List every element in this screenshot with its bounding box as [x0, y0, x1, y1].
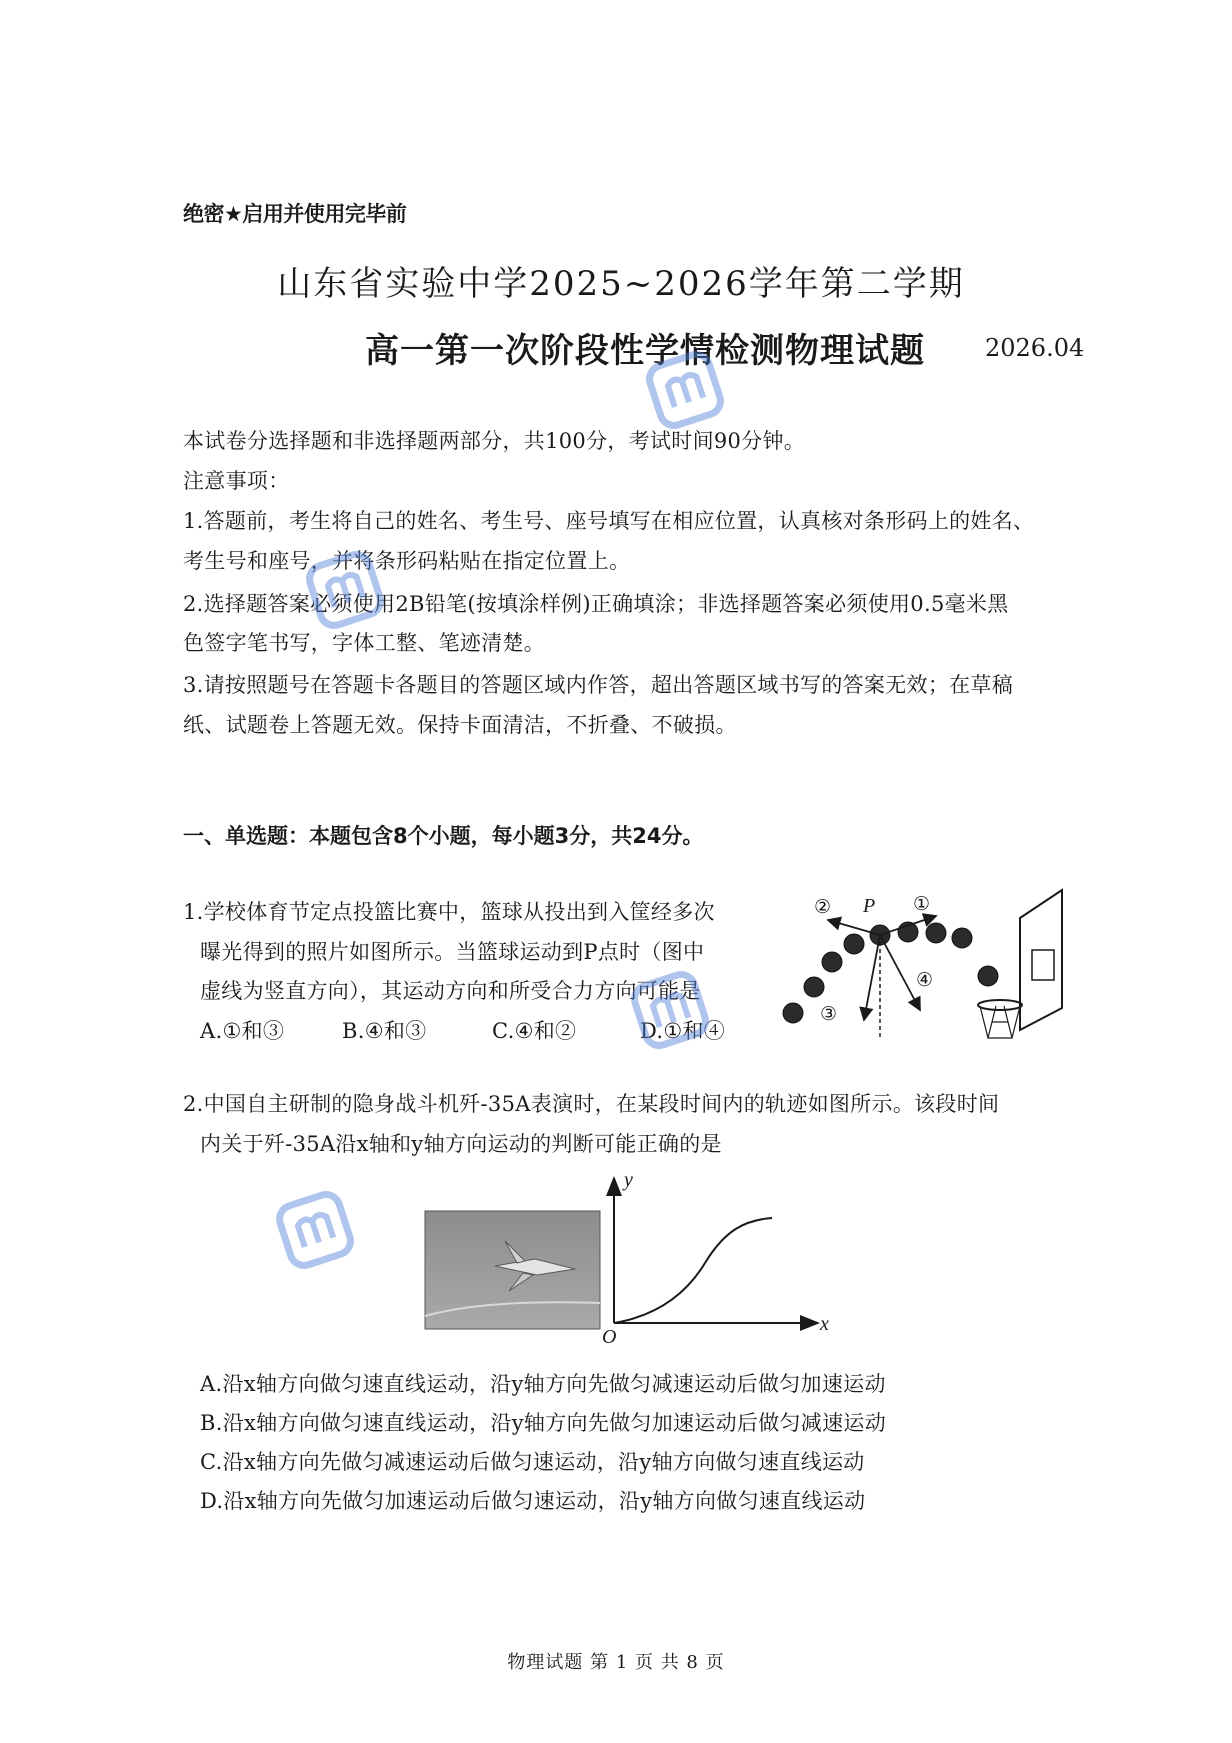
notice-item-1-cont: 考生号和座号，并将条形码粘贴在指定位置上。 [183, 549, 631, 573]
ball-7 [926, 923, 946, 943]
section-heading: 一、单选题：本题包含8个小题，每小题3分，共24分。 [183, 824, 704, 848]
arrow-3 [864, 935, 880, 1020]
intro-text: 本试卷分选择题和非选择题两部分，共100分，考试时间90分钟。 [183, 429, 806, 453]
q1-stem-line3: 虚线为竖直方向），其运动方向和所受合力方向可能是 [200, 979, 701, 1003]
label-circle-2: ② [814, 896, 832, 918]
exam-title: 高一第一次阶段性学情检测物理试题 [365, 331, 925, 371]
arrow-2 [828, 920, 880, 935]
q1-stem-line1: 1.学校体育节定点投篮比赛中，篮球从投出到入筐经多次 [183, 900, 715, 924]
label-circle-1: ① [913, 893, 931, 915]
secret-mark: 绝密★启用并使用完毕前 [183, 202, 407, 226]
q2-xy-graph [600, 1168, 830, 1348]
q1-basketball-figure [770, 880, 1070, 1055]
ball-4 [844, 934, 864, 954]
watermark-3 [635, 975, 715, 1055]
q2-option-a[interactable]: A.沿x轴方向做匀速直线运动，沿y轴方向先做匀减速运动后做匀加速运动 [200, 1372, 886, 1396]
ball-2 [804, 977, 824, 997]
page-footer: 物理试题 第 1 页 共 8 页 [507, 1652, 725, 1673]
q1-option-d[interactable]: D.①和④ [640, 1019, 726, 1043]
label-p: P [863, 895, 876, 917]
watermark-2 [310, 555, 390, 635]
watermark-4 [280, 1195, 360, 1275]
trajectory-curve [614, 1218, 772, 1323]
arrow-4 [880, 935, 920, 1010]
q2-jet-photo [425, 1211, 600, 1329]
label-circle-3: ③ [820, 1003, 838, 1025]
notice-item-3-cont: 纸、试题卷上答题无效。保持卡面清洁，不折叠、不破损。 [183, 713, 737, 737]
ball-1 [783, 1003, 803, 1023]
exam-date: 2026.04 [985, 334, 1085, 362]
q2-stem-line2: 内关于歼-35A沿x轴和y轴方向运动的判断可能正确的是 [200, 1132, 722, 1156]
q2-stem-line1: 2.中国自主研制的隐身战斗机歼-35A表演时，在某段时间内的轨迹如图所示。该段时间 [183, 1092, 1000, 1116]
q1-stem-line2: 曝光得到的照片如图所示。当篮球运动到P点时（图中 [200, 940, 705, 964]
hoop-net-icon [978, 1000, 1022, 1038]
ball-8 [952, 928, 972, 948]
school-title: 山东省实验中学2025~2026学年第二学期 [277, 264, 965, 304]
label-x-axis: x [820, 1313, 829, 1335]
ball-9 [978, 966, 998, 986]
notice-item-2: 2.选择题答案必须使用2B铅笔(按填涂样例)正确填涂；非选择题答案必须使用0.5毫米黑 [183, 592, 1009, 616]
q2-option-b[interactable]: B.沿x轴方向做匀速直线运动，沿y轴方向先做匀加速运动后做匀减速运动 [200, 1411, 887, 1435]
backboard-icon [1020, 890, 1062, 1030]
notice-item-2-cont: 色签字笔书写，字体工整、笔迹清楚。 [183, 631, 546, 655]
label-circle-4: ④ [916, 969, 934, 991]
ball-3 [822, 952, 842, 972]
q2-option-c[interactable]: C.沿x轴方向先做匀减速运动后做匀速运动，沿y轴方向做匀速直线运动 [200, 1450, 865, 1474]
label-origin: O [602, 1326, 617, 1348]
label-y-axis: y [624, 1169, 633, 1191]
ball-sequence [783, 922, 998, 1023]
q1-option-a[interactable]: A.①和③ [200, 1019, 285, 1043]
notice-item-1: 1.答题前，考生将自己的姓名、考生号、座号填写在相应位置，认真核对条形码上的姓名、 [183, 509, 1035, 533]
watermark-1 [650, 355, 730, 435]
notice-heading: 注意事项： [183, 469, 290, 493]
notice-item-3: 3.请按照题号在答题卡各题目的答题区域内作答，超出答题区域书写的答案无效；在草稿 [183, 673, 1014, 697]
q1-option-c[interactable]: C.④和② [492, 1019, 577, 1043]
q1-option-b[interactable]: B.④和③ [342, 1019, 427, 1043]
q2-option-d[interactable]: D.沿x轴方向先做匀加速运动后做匀速运动，沿y轴方向做匀速直线运动 [200, 1489, 866, 1513]
